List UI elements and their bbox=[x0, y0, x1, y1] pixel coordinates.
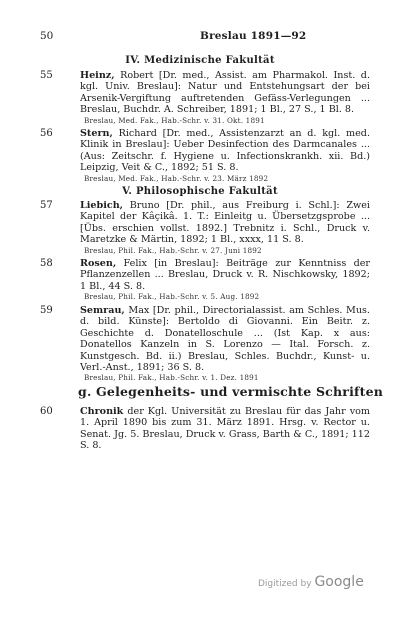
entry-text: Liebich, Bruno [Dr. phil., aus Freiburg i. Schl.]: Zwei Kapitel der Kâçikâ. 1. T.: Einleitg u. Übersetzgsprobe ... [Übs. erschien vollst. 1892.] Trebnitz i. Schl., Druck v. Maretzke & Märtin, 1892; 1 Bl., xxxx, 11 S. 8. bbox=[80, 200, 370, 246]
google-logo: Google bbox=[314, 574, 364, 590]
group-heading: g. Gelegenheits- und vermischte Schriften bbox=[78, 384, 384, 399]
entry-59 bbox=[40, 305, 370, 383]
entry-number: 60 bbox=[40, 406, 53, 417]
entry-note: Breslau, Phil. Fak., Hab.-Schr. v. 1. Dez. 1891 bbox=[84, 373, 259, 383]
entry-author: Chronik bbox=[80, 406, 124, 417]
entry-number: 56 bbox=[40, 128, 53, 139]
section-heading-philosophy: V. Philosophische Fakultät bbox=[122, 186, 278, 197]
entry-56 bbox=[40, 128, 370, 184]
entry-text: Rosen, Felix [in Breslau]: Beiträge zur Kenntniss der Pflanzenzellen ... Breslau, Druck v. R. Nischkowsky, 1892; 1 Bl., 44 S. 8. bbox=[80, 258, 370, 292]
page-header bbox=[40, 30, 356, 44]
entry-note: Breslau, Med. Fak., Hab.-Schr. v. 23. März 1892 bbox=[84, 173, 269, 183]
entry-number: 58 bbox=[40, 258, 53, 269]
entry-number: 57 bbox=[40, 200, 53, 211]
entry-text: Heinz, Robert [Dr. med., Assist. am Pharmakol. Inst. d. kgl. Univ. Breslau]: Natur und Entstehungsart der bei Arsenik-Vergiftung auftretenden Gefäss-Verlegungen ... Breslau, Buchdr. A. Schreiber, 1891; 1 Bl., 27 S., 1 Bl. 8. bbox=[80, 70, 370, 116]
entry-60 bbox=[40, 406, 370, 452]
digitized-watermark bbox=[258, 574, 364, 590]
entry-57 bbox=[40, 200, 370, 256]
entry-author: Liebich, bbox=[80, 200, 124, 211]
entry-55 bbox=[40, 70, 370, 126]
entry-number: 55 bbox=[40, 70, 53, 81]
entry-number: 59 bbox=[40, 305, 53, 316]
watermark-prefix: Digitized by bbox=[258, 579, 312, 589]
entry-author: Semrau, bbox=[80, 305, 125, 316]
entry-text: Stern, Richard [Dr. med., Assistenzarzt an d. kgl. med. Klinik in Breslau]: Ueber Desinfection des Darmcanales ... (Aus: Zeitschr. f. Hygiene u. Infectionskrankh. xii. Bd.) Leipzig, Veit & C., 1892; 51 S. 8. bbox=[80, 128, 370, 174]
entry-text: Semrau, Max [Dr. phil., Directorialassist. am Schles. Mus. d. bild. Künste]: Bertoldo di Giovanni. Ein Beitr. z. Geschichte d. Donatelloschule ... (Ist Kap. x aus: Donatellos Kanzeln in S. Lorenzo — Ital. Forsch. z. Kunstgesch. Bd. ii.) Breslau, Schles. Buchdr., Kunst- u. Verl.-Anst., 1891; 36 S. 8. bbox=[80, 305, 370, 374]
entry-note: Breslau, Phil. Fak., Hab.-Schr. v. 5. Aug. 1892 bbox=[84, 292, 260, 302]
entry-author: Heinz, bbox=[80, 70, 115, 81]
entry-58 bbox=[40, 258, 370, 302]
entry-text: Chronik der Kgl. Universität zu Breslau für das Jahr vom 1. April 1890 bis zum 31. März 1891. Hrsg. v. Rector u. Senat. Jg. 5. Breslau, Druck v. Grass, Barth & C., 1891; 112 S. 8. bbox=[80, 406, 370, 452]
entry-note: Breslau, Med. Fak., Hab.-Schr. v. 31. Okt. 1891 bbox=[84, 115, 265, 125]
entry-author: Rosen, bbox=[80, 258, 117, 269]
entry-note: Breslau, Phil. Fak., Hab.-Schr. v. 27. Juni 1892 bbox=[84, 245, 262, 255]
running-title: Breslau 1891—92 bbox=[200, 30, 307, 42]
entry-author: Stern, bbox=[80, 128, 113, 139]
page-number: 50 bbox=[40, 30, 54, 42]
section-heading-medical: IV. Medizinische Fakultät bbox=[125, 55, 275, 66]
